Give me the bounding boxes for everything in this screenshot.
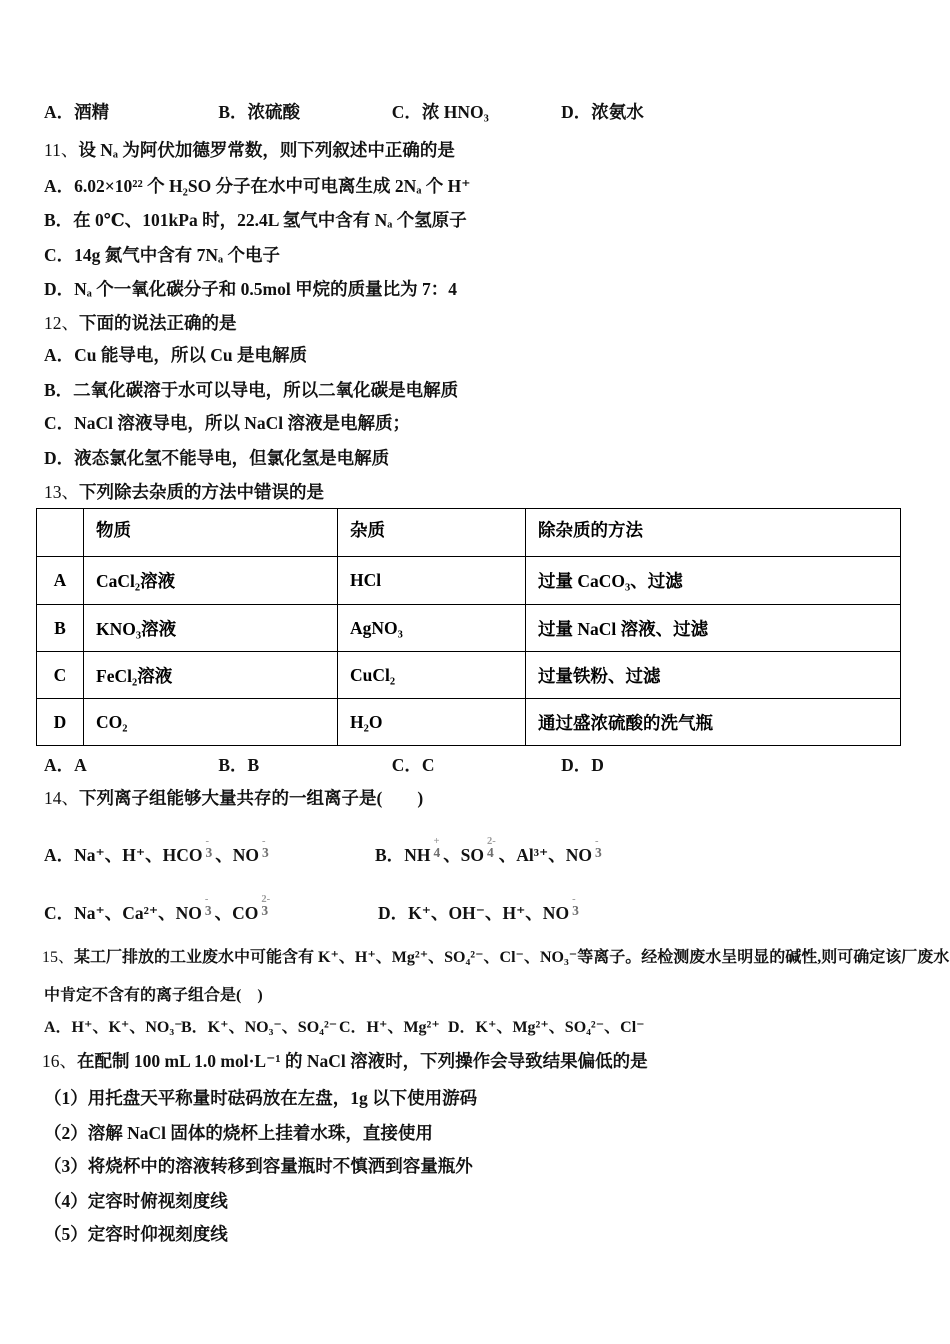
q15-option-c: C．H⁺、Mg²⁺ <box>339 1019 440 1036</box>
q13-answer-d: D．D <box>561 755 604 775</box>
q13-row-b-letter: B <box>37 605 84 652</box>
q13-table-row-c <box>37 652 901 699</box>
q13-row-b-method: 过量 NaCl 溶液、过滤 <box>526 605 901 652</box>
q13-answers-row <box>44 753 604 777</box>
q13-header-method: 除杂质的方法 <box>526 509 901 557</box>
q12-option-b: B．二氧化碳溶于水可以导电，所以二氧化碳是电解质 <box>44 380 459 400</box>
q10-option-b: B．浓硫酸 <box>218 102 301 122</box>
q11-option-d: D．Nₐ 个一氧化碳分子和 0.5mol 甲烷的质量比为 7：4 <box>44 279 457 299</box>
q14-option-c-ions: Na⁺、Ca²⁺、NO - 3 、CO 2- 3 <box>74 894 271 923</box>
q15-title-line1 <box>42 946 949 970</box>
q14-option-a-ions: Na⁺、H⁺、HCO - 3 、NO - 3 <box>74 836 269 865</box>
q16-item-4: （4）定容时俯视刻度线 <box>44 1191 228 1211</box>
q13-table-row-b <box>37 605 901 652</box>
q13-title-text: 下列除去杂质的方法中错误的是 <box>79 482 324 502</box>
q14-option-d <box>378 896 582 925</box>
q13-header-blank <box>37 509 84 557</box>
q13-table-header-row <box>37 509 901 557</box>
q13-row-c-method: 过量铁粉、过滤 <box>526 652 901 699</box>
q16-item-1: （1）用托盘天平称量时砝码放在左盘，1g 以下使用游码 <box>44 1088 478 1108</box>
q13-answer-b: B．B <box>218 755 260 775</box>
q13-answer-a: A．A <box>44 755 87 775</box>
q16-title-text: 在配制 100 mL 1.0 mol·L⁻¹ 的 NaCl 溶液时，下列操作会导致结果偏低的是 <box>77 1051 648 1071</box>
q13-row-d-letter: D <box>37 699 84 746</box>
q14-option-c <box>44 896 273 925</box>
q13-title <box>44 480 324 504</box>
q15-option-a: A．H⁺、K⁺、NO₃⁻ <box>44 1019 183 1036</box>
q13-row-a-impurity: HCl <box>338 557 526 605</box>
q13-answer-c: C．C <box>391 755 435 775</box>
q13-row-d-substance: CO₂ <box>84 699 338 746</box>
q14-option-d-label: D． <box>378 902 409 923</box>
q10-option-a: A．酒精 <box>44 102 110 122</box>
q14-title-text: 下列离子组能够大量共存的一组离子是( ) <box>79 788 424 808</box>
q12-title-text: 下面的说法正确的是 <box>79 313 237 333</box>
q13-row-c-substance: FeCl₂溶液 <box>84 652 338 699</box>
q12-title <box>44 311 237 335</box>
q14-option-b-ions: NH + 4 、SO 2- 4 、Al³⁺、NO - 3 <box>404 836 602 865</box>
q11-option-a: A．6.02×10²² 个 H₂SO 分子在水中可电离生成 2Nₐ 个 H⁺ <box>44 176 471 196</box>
q14-option-b-label: B． <box>375 844 405 865</box>
q16-number: 16、 <box>42 1051 77 1071</box>
q14-number: 14、 <box>44 788 79 808</box>
q13-row-b-impurity: AgNO₃ <box>338 605 526 652</box>
q13-row-c-impurity: CuCl₂ <box>338 652 526 699</box>
q16-item-3: （3）将烧杯中的溶液转移到容量瓶时不慎洒到容量瓶外 <box>44 1156 473 1176</box>
q16-item-2: （2）溶解 NaCl 固体的烧杯上挂着水珠，直接使用 <box>44 1123 433 1143</box>
q12-number: 12、 <box>44 313 79 333</box>
q15-number: 15、 <box>42 949 75 966</box>
q14-option-b <box>375 838 605 867</box>
q13-header-impurity: 杂质 <box>338 509 526 557</box>
q13-row-c-letter: C <box>37 652 84 699</box>
q13-header-substance: 物质 <box>84 509 338 557</box>
q13-row-a-method: 过量 CaCO₃、过滤 <box>526 557 901 605</box>
q15-title-line2: 中肯定不含有的离子组合是( ) <box>44 987 263 1004</box>
q14-option-a-label: A． <box>44 844 75 865</box>
q11-option-c: C．14g 氮气中含有 7Nₐ 个电子 <box>44 245 281 265</box>
q12-option-d: D．液态氯化氢不能导电，但氯化氢是电解质 <box>44 448 390 468</box>
q12-option-a: A．Cu 能导电，所以 Cu 是电解质 <box>44 345 308 365</box>
q11-title <box>44 138 455 162</box>
q10-option-d: D．浓氨水 <box>561 102 644 122</box>
q11-option-b: B．在 0℃、101kPa 时，22.4L 氢气中含有 Nₐ 个氢原子 <box>44 210 467 230</box>
q13-table-row-d <box>37 699 901 746</box>
q13-row-d-method: 通过盛浓硫酸的洗气瓶 <box>526 699 901 746</box>
q13-number: 13、 <box>44 482 79 502</box>
q13-row-d-impurity: H₂O <box>338 699 526 746</box>
q15-options-row <box>44 1016 645 1040</box>
q13-row-a-substance: CaCl₂溶液 <box>84 557 338 605</box>
q14-option-a <box>44 838 272 867</box>
q16-title <box>42 1049 648 1073</box>
q10-options-row <box>44 100 644 124</box>
q14-option-d-ions: K⁺、OH⁻、H⁺、NO - 3 <box>408 894 579 923</box>
q11-number: 11、 <box>44 140 79 160</box>
q12-option-c: C．NaCl 溶液导电，所以 NaCl 溶液是电解质； <box>44 413 411 433</box>
q14-option-c-label: C． <box>44 902 75 923</box>
q10-option-c: C．浓 HNO₃ <box>391 102 489 122</box>
q13-row-a-letter: A <box>37 557 84 605</box>
q15-option-b: B．K⁺、NO₃⁻、SO₄²⁻ <box>181 1019 338 1036</box>
q11-title-text: 设 Nₐ 为阿伏加德罗常数，则下列叙述中正确的是 <box>78 140 455 160</box>
q15-option-d: D．K⁺、Mg²⁺、SO₄²⁻、Cl⁻ <box>448 1019 645 1036</box>
q14-title <box>44 786 423 810</box>
q13-impurity-table <box>36 508 901 746</box>
q13-table-row-a <box>37 557 901 605</box>
q15-title-text: 某工厂排放的工业废水中可能含有 K⁺、H⁺、Mg²⁺、SO₄²⁻、Cl⁻、NO₃⁻等离子。经检测废水呈明显的碱性,则可确定该厂废水 <box>74 949 950 966</box>
q16-item-5: （5）定容时仰视刻度线 <box>44 1224 228 1244</box>
q13-row-b-substance: KNO₃溶液 <box>84 605 338 652</box>
